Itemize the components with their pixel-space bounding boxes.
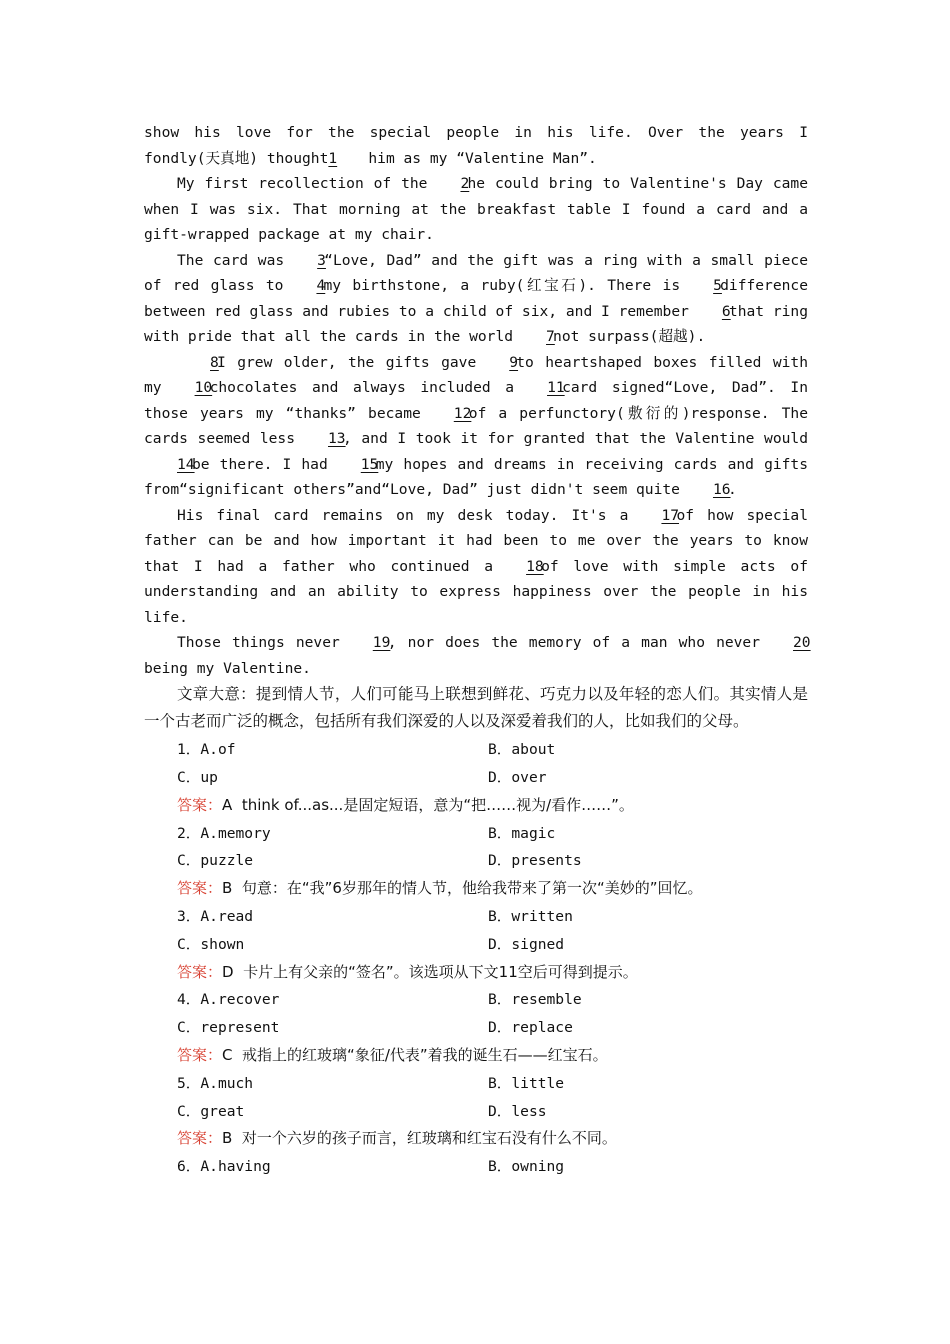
option-b: B．written (488, 907, 573, 925)
option-d: D．presents (488, 852, 582, 870)
answer-label: 答案： (177, 962, 223, 981)
blank-20: 20 (793, 634, 811, 651)
blank-17: 17 (661, 506, 680, 524)
options-row (144, 1097, 808, 1125)
option-c: C．great (177, 1102, 245, 1120)
answer-label: 答案： (177, 795, 223, 814)
option-a: 6．A.having (177, 1158, 271, 1176)
answer-label: 答案： (177, 1129, 223, 1148)
options-row (144, 736, 808, 764)
option-d: D．replace (488, 1019, 573, 1037)
passage-paragraph: My first recollection of the 2he could bring to Valentine's Day came when I was six. That morning at the breakfast table I found a card and a gift-wrapped package at my chair. (144, 171, 808, 248)
option-a: 5．A.much (177, 1074, 254, 1092)
passage-paragraph: The card was 3“Love, Dad” and the gift was a ring with a small piece of red glass to 4my birthstone, a ruby(红宝石). There is 5difference between red glass and rubies to a child of six, and I remember 6that ring with pride that all the cards in the world 7not surpass(超越). (144, 248, 808, 350)
document-page (144, 120, 811, 1181)
question-3 (144, 903, 808, 986)
blank-4: 4 (316, 277, 326, 294)
blank-5: 5 (713, 277, 722, 294)
options-row (144, 986, 808, 1014)
blank-16: 16 (712, 481, 731, 498)
option-d: D．signed (488, 935, 565, 953)
option-a: 1．A.of (177, 741, 236, 759)
question-6 (144, 1153, 808, 1181)
blank-6: 6 (721, 302, 731, 320)
options-row (144, 819, 808, 847)
question-4 (144, 986, 808, 1069)
answer-explanation: 对一个六岁的孩子而言，红玻璃和红宝石没有什么不同。 (241, 1129, 617, 1148)
question-1 (144, 736, 808, 819)
option-b: B．owning (488, 1158, 565, 1176)
passage-paragraph: 8I grew older, the gifts gave 9to heartshaped boxes filled with my 10chocolates and always included a 11card signed“Love, Dad”. In those years my “thanks” became 12of a perfunctory(敷衍的)response. The cards seemed less 13, and I took it for granted that the Valentine would14be there. I had 15my hopes and dreams in receiving cards and gifts from“significant others”and“Love, Dad” just didn't seem quite 16. (144, 350, 808, 503)
option-c: C．shown (177, 935, 245, 953)
question-list (144, 736, 808, 1181)
blank-15: 15 (360, 455, 379, 473)
option-b: B．little (488, 1074, 565, 1092)
option-b: B．magic (488, 824, 556, 842)
option-b: B．resemble (488, 991, 582, 1009)
option-d: D．over (488, 768, 547, 786)
answer-label: 答案： (177, 1045, 223, 1064)
answer-line (144, 792, 808, 820)
passage-paragraph: show his love for the special people in his life. Over the years I fondly(天真地) thought1 him as my “Valentine Man”. (144, 120, 808, 171)
answer-key: C (222, 1045, 233, 1064)
answer-key: B (222, 879, 233, 898)
answer-explanation: 句意：在“我”6岁那年的情人节，他给我带来了第一次“美妙的”回忆。 (241, 879, 703, 898)
article-summary: 文章大意：提到情人节，人们可能马上联想到鲜花、巧克力以及年轻的恋人们。其实情人是一个古老而广泛的概念，包括所有我们深爱的人以及深爱着我们的人，比如我们的父母。 (144, 685, 808, 730)
question-2 (144, 819, 808, 902)
options-row (144, 764, 808, 792)
blank-9: 9 (509, 353, 519, 371)
option-a: 2．A.memory (177, 824, 271, 842)
options-row (144, 903, 808, 931)
blank-2: 2 (460, 175, 470, 192)
answer-line (144, 1042, 808, 1070)
answer-label: 答案： (177, 879, 223, 898)
blank-11: 11 (547, 379, 565, 396)
question-5 (144, 1070, 808, 1153)
answer-key: A (222, 795, 233, 814)
answer-explanation: 卡片上有父亲的“签名”。该选项从下文11空后可得到提示。 (243, 962, 638, 981)
blank-8: 8 (210, 353, 219, 371)
answer-line (144, 875, 808, 903)
options-row (144, 931, 808, 959)
options-row (144, 1070, 808, 1098)
blank-1: 1 (328, 149, 338, 167)
options-row (144, 1014, 808, 1042)
option-a: 4．A.recover (177, 991, 280, 1009)
answer-key: B (222, 1129, 233, 1148)
blank-10: 10 (194, 379, 213, 396)
option-c: C．up (177, 768, 218, 786)
cloze-passage (144, 120, 811, 681)
answer-explanation: think of...as...是固定短语，意为“把……视为/看作……”。 (241, 795, 634, 814)
answer-key: D (222, 962, 234, 981)
answer-line (144, 958, 808, 986)
answer-explanation: 戒指上的红玻璃“象征/代表”着我的诞生石——红宝石。 (242, 1045, 608, 1064)
options-row (144, 847, 808, 875)
blank-3: 3 (317, 251, 326, 269)
blank-13: 13 (328, 430, 346, 447)
blank-18: 18 (526, 557, 544, 575)
blank-14: 14 (177, 455, 195, 473)
option-c: C．represent (177, 1019, 280, 1037)
blank-19: 19 (372, 634, 391, 651)
options-row (144, 1153, 808, 1181)
answer-line (144, 1125, 808, 1153)
blank-7: 7 (546, 328, 555, 345)
passage-paragraph: His final card remains on my desk today. It's a 17of how special father can be and how important it had been to me over the years to know that I had a father who continued a 18of love with simple acts of understanding and an ability to express happiness over the people in his life. (144, 503, 808, 631)
option-a: 3．A.read (177, 907, 254, 925)
option-b: B．about (488, 741, 556, 759)
option-d: D．less (488, 1102, 547, 1120)
passage-paragraph: Those things never 19, nor does the memory of a man who never 20being my Valentine. (144, 630, 808, 681)
blank-12: 12 (453, 404, 472, 422)
option-c: C．puzzle (177, 852, 254, 870)
